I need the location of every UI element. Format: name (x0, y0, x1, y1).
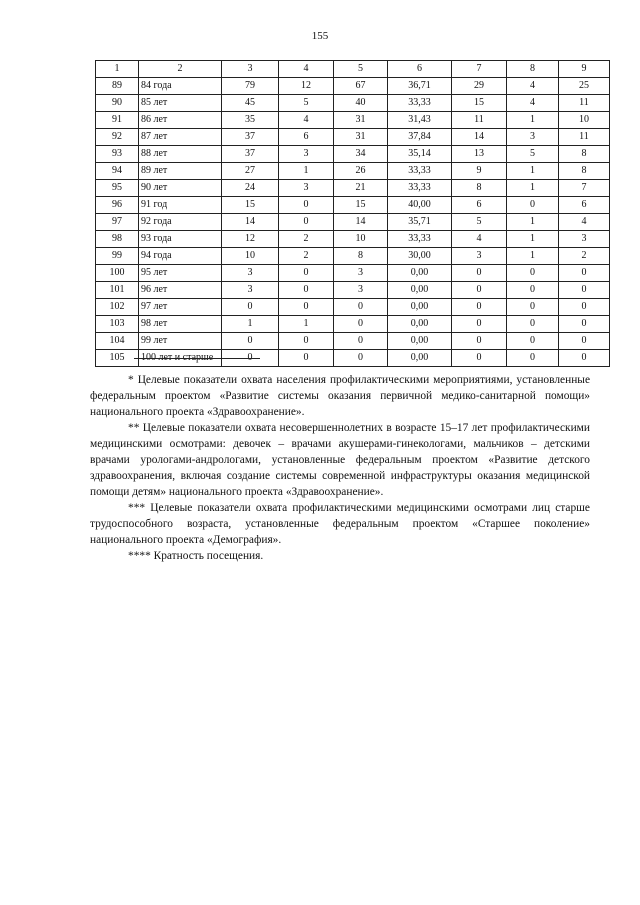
value-cell: 0 (507, 316, 559, 333)
value-cell: 6 (559, 197, 610, 214)
value-cell: 24 (222, 180, 279, 197)
value-cell: 0 (279, 350, 334, 367)
value-cell: 7 (559, 180, 610, 197)
value-cell: 0 (559, 299, 610, 316)
value-cell: 1 (507, 214, 559, 231)
age-label-cell: 92 года (139, 214, 222, 231)
value-cell: 1 (279, 163, 334, 180)
value-cell: 0 (452, 316, 507, 333)
value-cell: 3 (279, 180, 334, 197)
value-cell: 4 (279, 112, 334, 129)
column-header: 7 (452, 61, 507, 78)
value-cell: 4 (559, 214, 610, 231)
value-cell: 33,33 (388, 163, 452, 180)
value-cell: 27 (222, 163, 279, 180)
table-row (96, 248, 610, 265)
value-cell: 15 (334, 197, 388, 214)
age-label-cell: 98 лет (139, 316, 222, 333)
table-row (96, 333, 610, 350)
value-cell: 0 (559, 282, 610, 299)
value-cell: 3 (334, 265, 388, 282)
table-row (96, 231, 610, 248)
row-number-cell: 95 (96, 180, 139, 197)
age-label-cell: 96 лет (139, 282, 222, 299)
value-cell: 31 (334, 112, 388, 129)
value-cell: 5 (507, 146, 559, 163)
age-label-cell: 88 лет (139, 146, 222, 163)
value-cell: 3 (507, 129, 559, 146)
table-row (96, 214, 610, 231)
row-number-cell: 103 (96, 316, 139, 333)
value-cell: 0 (507, 299, 559, 316)
age-label-cell: 100 лет и старше (139, 350, 222, 367)
value-cell: 14 (222, 214, 279, 231)
value-cell: 25 (559, 78, 610, 95)
value-cell: 0 (222, 333, 279, 350)
value-cell: 0,00 (388, 282, 452, 299)
value-cell: 0 (507, 282, 559, 299)
row-number-cell: 98 (96, 231, 139, 248)
value-cell: 0 (279, 197, 334, 214)
row-number-cell: 93 (96, 146, 139, 163)
age-label-cell: 86 лет (139, 112, 222, 129)
value-cell: 10 (559, 112, 610, 129)
row-number-cell: 105 (96, 350, 139, 367)
age-label-cell: 84 года (139, 78, 222, 95)
age-label-cell: 90 лет (139, 180, 222, 197)
value-cell: 0 (222, 299, 279, 316)
age-label-cell: 94 года (139, 248, 222, 265)
value-cell: 0 (452, 333, 507, 350)
value-cell: 3 (559, 231, 610, 248)
value-cell: 12 (222, 231, 279, 248)
value-cell: 4 (507, 78, 559, 95)
value-cell: 1 (222, 316, 279, 333)
value-cell: 8 (334, 248, 388, 265)
footnote-4: **** Кратность посещения. (128, 550, 264, 562)
column-header: 4 (279, 61, 334, 78)
footnotes (90, 372, 590, 564)
value-cell: 3 (279, 146, 334, 163)
table-row (96, 112, 610, 129)
row-number-cell: 92 (96, 129, 139, 146)
value-cell: 11 (559, 129, 610, 146)
table-row (96, 282, 610, 299)
value-cell: 21 (334, 180, 388, 197)
value-cell: 0,00 (388, 333, 452, 350)
value-cell: 40 (334, 95, 388, 112)
value-cell: 12 (279, 78, 334, 95)
row-number-cell: 100 (96, 265, 139, 282)
data-table (95, 60, 610, 367)
value-cell: 3 (334, 282, 388, 299)
value-cell: 37 (222, 146, 279, 163)
value-cell: 0 (559, 265, 610, 282)
value-cell: 0 (452, 299, 507, 316)
value-cell: 4 (452, 231, 507, 248)
row-number-cell: 102 (96, 299, 139, 316)
row-number-cell: 96 (96, 197, 139, 214)
column-header: 3 (222, 61, 279, 78)
value-cell: 31,43 (388, 112, 452, 129)
value-cell: 0,00 (388, 299, 452, 316)
table-row (96, 265, 610, 282)
value-cell: 0,00 (388, 316, 452, 333)
column-header: 9 (559, 61, 610, 78)
value-cell: 1 (507, 180, 559, 197)
value-cell: 29 (452, 78, 507, 95)
age-label-cell: 99 лет (139, 333, 222, 350)
value-cell: 0 (507, 350, 559, 367)
row-number-cell: 94 (96, 163, 139, 180)
value-cell: 2 (279, 231, 334, 248)
page-number: 155 (311, 30, 329, 42)
value-cell: 6 (279, 129, 334, 146)
value-cell: 0 (452, 350, 507, 367)
age-label-cell: 95 лет (139, 265, 222, 282)
age-label-cell: 89 лет (139, 163, 222, 180)
value-cell: 3 (222, 265, 279, 282)
value-cell: 35 (222, 112, 279, 129)
footnote-2: ** Целевые показатели охвата несовершеннолетних в возрасте 15–17 лет профилактическими медицинскими осмотрами: девочек – врачами акушерами-гинекологами, мальчиков – детскими врачами урологами-андрологами, установленные федеральным проектом «Развитие детского здравоохранения, включая создание системы современной инфраструктуры оказания медицинской помощи детям» национального проекта «Здравоохранение». (90, 422, 590, 498)
table-header-row (96, 61, 610, 78)
value-cell: 0 (222, 350, 279, 367)
value-cell: 1 (507, 248, 559, 265)
value-cell: 35,71 (388, 214, 452, 231)
value-cell: 33,33 (388, 95, 452, 112)
value-cell: 0 (559, 350, 610, 367)
table-row (96, 95, 610, 112)
footnote-3: *** Целевые показатели охвата профилактическими медицинскими осмотрами лиц старше трудоспособного возраста, установленные федеральным проектом «Старшее поколение» национального проекта «Демография». (90, 502, 590, 546)
value-cell: 0,00 (388, 265, 452, 282)
value-cell: 2 (559, 248, 610, 265)
row-number-cell: 101 (96, 282, 139, 299)
column-header: 8 (507, 61, 559, 78)
value-cell: 0 (279, 265, 334, 282)
value-cell: 1 (507, 112, 559, 129)
value-cell: 33,33 (388, 231, 452, 248)
value-cell: 10 (222, 248, 279, 265)
age-label-cell: 97 лет (139, 299, 222, 316)
value-cell: 40,00 (388, 197, 452, 214)
value-cell: 10 (334, 231, 388, 248)
value-cell: 0 (452, 265, 507, 282)
value-cell: 1 (279, 316, 334, 333)
value-cell: 0 (334, 299, 388, 316)
value-cell: 79 (222, 78, 279, 95)
value-cell: 11 (559, 95, 610, 112)
value-cell: 3 (222, 282, 279, 299)
value-cell: 3 (452, 248, 507, 265)
value-cell: 11 (452, 112, 507, 129)
value-cell: 1 (507, 231, 559, 248)
value-cell: 13 (452, 146, 507, 163)
value-cell: 0 (507, 333, 559, 350)
table-row (96, 146, 610, 163)
row-number-cell: 99 (96, 248, 139, 265)
value-cell: 5 (279, 95, 334, 112)
value-cell: 37,84 (388, 129, 452, 146)
value-cell: 6 (452, 197, 507, 214)
value-cell: 0 (559, 333, 610, 350)
value-cell: 0 (334, 350, 388, 367)
age-label-cell: 85 лет (139, 95, 222, 112)
value-cell: 34 (334, 146, 388, 163)
value-cell: 9 (452, 163, 507, 180)
value-cell: 14 (452, 129, 507, 146)
value-cell: 0 (507, 197, 559, 214)
table-row (96, 78, 610, 95)
table-row (96, 180, 610, 197)
value-cell: 8 (559, 163, 610, 180)
table-row (96, 129, 610, 146)
age-label-cell: 87 лет (139, 129, 222, 146)
value-cell: 37 (222, 129, 279, 146)
value-cell: 67 (334, 78, 388, 95)
column-header: 5 (334, 61, 388, 78)
value-cell: 31 (334, 129, 388, 146)
value-cell: 0 (334, 316, 388, 333)
value-cell: 0 (279, 282, 334, 299)
value-cell: 26 (334, 163, 388, 180)
value-cell: 0 (279, 299, 334, 316)
age-label-cell: 93 года (139, 231, 222, 248)
table-row (96, 163, 610, 180)
value-cell: 35,14 (388, 146, 452, 163)
footnote-1: * Целевые показатели охвата населения профилактическими мероприятиями, установленные федеральным проектом «Развитие системы оказания первичной медико-санитарной помощи» национального проекта «Здравоохранение». (90, 374, 590, 418)
table-row (96, 197, 610, 214)
value-cell: 0 (279, 214, 334, 231)
value-cell: 0 (559, 316, 610, 333)
value-cell: 14 (334, 214, 388, 231)
value-cell: 45 (222, 95, 279, 112)
value-cell: 8 (559, 146, 610, 163)
value-cell: 0 (452, 282, 507, 299)
value-cell: 15 (452, 95, 507, 112)
value-cell: 33,33 (388, 180, 452, 197)
table-row (96, 299, 610, 316)
value-cell: 1 (507, 163, 559, 180)
row-number-cell: 97 (96, 214, 139, 231)
row-number-cell: 89 (96, 78, 139, 95)
value-cell: 8 (452, 180, 507, 197)
value-cell: 4 (507, 95, 559, 112)
value-cell: 0,00 (388, 350, 452, 367)
row-number-cell: 104 (96, 333, 139, 350)
value-cell: 0 (334, 333, 388, 350)
table-row (96, 316, 610, 333)
value-cell: 15 (222, 197, 279, 214)
row-number-cell: 91 (96, 112, 139, 129)
column-header: 6 (388, 61, 452, 78)
value-cell: 2 (279, 248, 334, 265)
age-label-cell: 91 год (139, 197, 222, 214)
footnote-divider (134, 358, 260, 359)
value-cell: 0 (279, 333, 334, 350)
value-cell: 0 (507, 265, 559, 282)
value-cell: 30,00 (388, 248, 452, 265)
row-number-cell: 90 (96, 95, 139, 112)
column-header: 2 (139, 61, 222, 78)
value-cell: 36,71 (388, 78, 452, 95)
column-header: 1 (96, 61, 139, 78)
value-cell: 5 (452, 214, 507, 231)
